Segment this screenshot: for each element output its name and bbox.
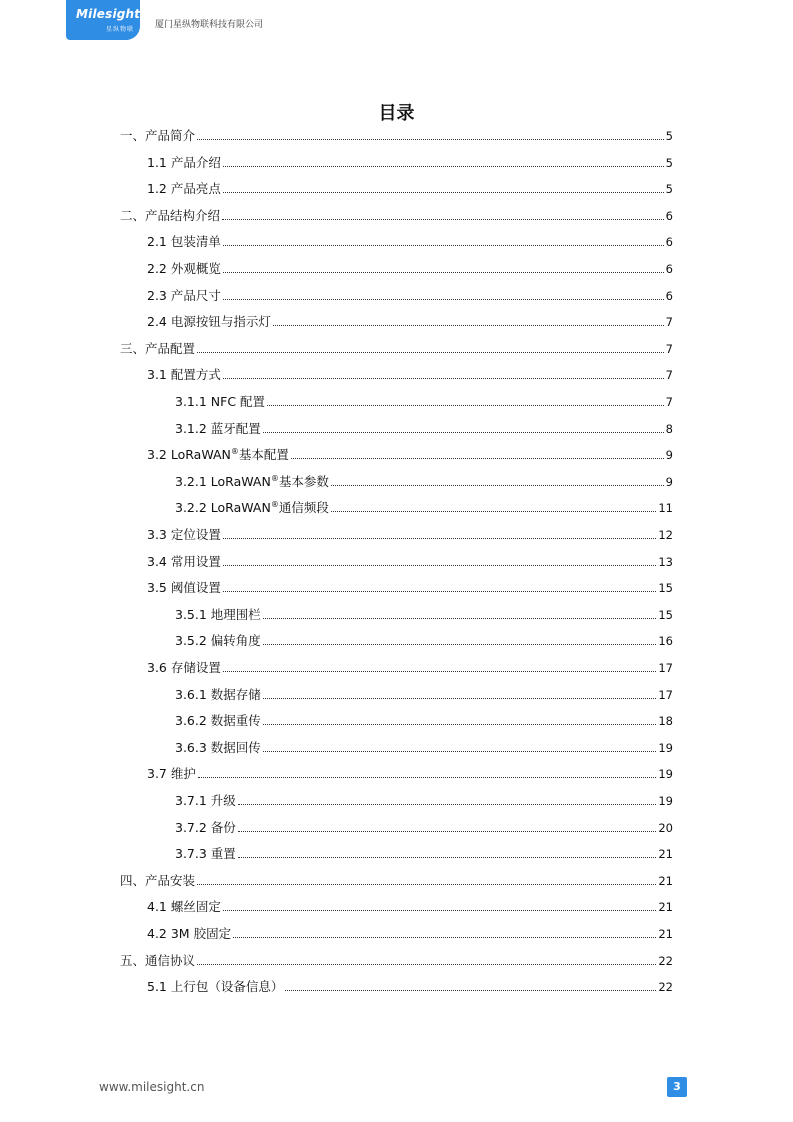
toc-entry-page: 22 xyxy=(658,980,673,995)
toc-entry[interactable] xyxy=(175,791,673,811)
toc-entry-label xyxy=(175,685,261,705)
toc-entry[interactable] xyxy=(147,153,673,173)
toc-entry-text: 2.1 包装清单 xyxy=(147,234,221,250)
toc-entry-text: 3.2 LoRaWAN xyxy=(147,447,231,463)
dot-leader xyxy=(267,404,664,406)
toc-entry-text: 4.2 3M 胶固定 xyxy=(147,926,232,941)
toc-entry-page: 17 xyxy=(658,687,673,702)
toc-entry-page: 16 xyxy=(658,634,673,649)
dot-leader xyxy=(238,856,657,858)
toc-entry[interactable] xyxy=(175,738,673,758)
toc-entry-label xyxy=(147,658,221,678)
toc-entry[interactable] xyxy=(120,339,673,359)
dot-leader xyxy=(263,617,657,619)
dot-leader xyxy=(198,776,657,778)
toc-entry-label xyxy=(175,392,265,412)
toc-entry[interactable] xyxy=(120,871,673,891)
toc-entry-page: 15 xyxy=(658,581,673,596)
dot-leader xyxy=(233,936,656,938)
dot-leader xyxy=(263,431,664,433)
toc-entry[interactable] xyxy=(175,419,673,439)
toc-entry-label xyxy=(147,259,221,279)
toc-entry-label xyxy=(147,977,283,997)
toc-entry[interactable] xyxy=(175,392,673,412)
toc-entry[interactable] xyxy=(175,631,673,651)
toc-entry-label xyxy=(175,472,329,492)
toc-entry-label xyxy=(120,126,195,146)
toc-entry-page: 5 xyxy=(665,182,673,197)
toc-entry-page: 9 xyxy=(665,448,673,463)
toc-entry-page: 15 xyxy=(658,607,673,622)
dot-leader xyxy=(223,537,657,539)
toc-entry-page: 6 xyxy=(665,235,673,250)
toc-entry[interactable] xyxy=(147,578,673,598)
toc-entry-page: 21 xyxy=(658,900,673,915)
toc-entry-label xyxy=(175,631,261,651)
toc-entry[interactable] xyxy=(120,951,673,971)
toc-entry-text: 3.1.2 蓝牙配置 xyxy=(175,420,261,436)
toc-entry[interactable] xyxy=(175,711,673,731)
toc-entry[interactable] xyxy=(175,844,673,864)
toc-entry-text: 3.2.1 LoRaWAN xyxy=(175,473,271,489)
dot-leader xyxy=(223,244,664,246)
dot-leader xyxy=(291,457,664,459)
toc-entry-page: 7 xyxy=(665,315,673,330)
toc-entry-page: 7 xyxy=(665,341,673,356)
toc-entry-label xyxy=(147,897,221,917)
toc-entry[interactable] xyxy=(147,286,673,306)
toc-entry[interactable] xyxy=(147,232,673,252)
dot-leader xyxy=(285,989,656,991)
toc-entry-page: 21 xyxy=(658,873,673,888)
toc-entry-page: 5 xyxy=(665,155,673,170)
toc-entry[interactable] xyxy=(120,126,673,146)
toc-entry-label xyxy=(147,232,221,252)
dot-leader xyxy=(223,377,664,379)
toc-entry-label xyxy=(120,951,195,971)
dot-leader xyxy=(238,803,657,805)
dot-leader xyxy=(263,643,657,645)
toc-entry-label xyxy=(147,445,289,465)
toc-entry[interactable] xyxy=(147,897,673,917)
dot-leader xyxy=(263,750,657,752)
dot-leader xyxy=(197,351,664,353)
toc-entry[interactable] xyxy=(147,924,673,944)
dot-leader xyxy=(222,218,664,220)
dot-leader xyxy=(223,271,664,273)
toc-entry-suffix: 基本参数 xyxy=(278,473,329,489)
toc-entry-text: 3.6.1 数据存储 xyxy=(175,686,261,702)
dot-leader xyxy=(197,883,656,885)
toc-entry-text: 3.4 常用设置 xyxy=(147,553,221,569)
toc-entry-label xyxy=(147,924,231,944)
toc-entry[interactable] xyxy=(120,206,673,226)
toc-entry-page: 6 xyxy=(665,262,673,276)
toc-entry-page: 8 xyxy=(665,421,673,436)
toc-entry-label xyxy=(147,525,221,545)
toc-entry-text: 一、产品简介 xyxy=(120,128,196,143)
toc-entry[interactable] xyxy=(147,525,673,545)
toc-entry-text: 2.4 电源按钮与指示灯 xyxy=(147,314,271,330)
dot-leader xyxy=(223,590,657,592)
toc-entry-label xyxy=(147,312,271,332)
toc-entry-page: 19 xyxy=(658,740,673,755)
toc-entry-text: 3.3 定位设置 xyxy=(147,527,221,542)
toc-entry-page: 7 xyxy=(665,395,673,409)
toc-entry-text: 4.1 螺丝固定 xyxy=(147,899,221,915)
toc-entry-text: 3.6.3 数据回传 xyxy=(175,739,261,755)
toc-entry-suffix: 通信频段 xyxy=(278,500,329,516)
toc-entry-label xyxy=(147,578,221,598)
toc-entry-text: 1.2 产品亮点 xyxy=(147,181,221,197)
toc-entry-page: 9 xyxy=(665,474,673,489)
toc-entry-label xyxy=(175,818,236,838)
toc-entry-label xyxy=(147,764,196,784)
toc-entry-text: 3.5 阈值设置 xyxy=(147,580,221,596)
toc-entry-text: 3.7.1 升级 xyxy=(175,793,236,808)
dot-leader xyxy=(223,564,657,566)
toc-entry[interactable] xyxy=(147,552,673,572)
toc-entry-suffix: 基本配置 xyxy=(238,447,289,463)
logo-subtext: 星纵物联 xyxy=(106,26,135,33)
toc-entry-label xyxy=(175,711,261,731)
company-name: 厦门星纵物联科技有限公司 xyxy=(155,20,264,30)
toc-entry-label xyxy=(175,738,261,758)
toc-entry-label xyxy=(147,552,221,572)
toc-entry[interactable] xyxy=(175,498,673,518)
registered-mark: ® xyxy=(270,473,279,483)
brand-logo xyxy=(66,0,140,40)
toc-entry-page: 19 xyxy=(658,794,673,808)
toc-entry-label xyxy=(175,844,236,864)
dot-leader xyxy=(263,723,657,725)
dot-leader xyxy=(263,697,657,699)
toc-entry-page: 20 xyxy=(658,820,673,835)
toc-entry-text: 三、产品配置 xyxy=(120,340,196,356)
toc-entry[interactable] xyxy=(175,472,673,492)
toc-entry-text: 五、通信协议 xyxy=(120,952,196,968)
toc-entry-page: 6 xyxy=(665,288,673,303)
toc-entry-page: 5 xyxy=(665,129,673,143)
toc-entry[interactable] xyxy=(175,685,673,705)
dot-leader xyxy=(223,165,664,167)
toc-entry[interactable] xyxy=(175,605,673,625)
dot-leader xyxy=(223,909,657,911)
toc-entry-label xyxy=(120,871,195,891)
toc-entry[interactable] xyxy=(147,977,673,997)
toc-entry-page: 13 xyxy=(658,554,673,569)
dot-leader xyxy=(223,191,664,193)
page-number: 3 xyxy=(667,1077,687,1097)
toc-entry-text: 3.2.2 LoRaWAN xyxy=(175,500,271,516)
toc-entry[interactable] xyxy=(147,259,673,279)
toc-entry-page: 12 xyxy=(658,528,673,542)
toc-entry-label xyxy=(147,365,221,385)
toc-entry-text: 3.5.1 地理围栏 xyxy=(175,606,261,622)
toc-entry[interactable] xyxy=(147,365,673,385)
toc-entry-page: 21 xyxy=(658,847,673,862)
toc-entry-text: 3.1.1 NFC 配置 xyxy=(175,394,266,409)
toc-entry[interactable] xyxy=(147,764,673,784)
toc-entry-page: 11 xyxy=(658,501,673,516)
toc-entry-text: 3.7 维护 xyxy=(147,766,196,782)
toc-entry-text: 3.5.2 偏转角度 xyxy=(175,633,261,649)
dot-leader xyxy=(197,963,656,965)
toc-entry-label xyxy=(120,206,220,226)
toc-entry-text: 3.7.2 备份 xyxy=(175,819,236,835)
toc-entry[interactable] xyxy=(147,312,673,332)
toc-entry[interactable] xyxy=(147,658,673,678)
footer-url[interactable]: www.milesight.cn xyxy=(99,1080,205,1094)
dot-leader xyxy=(197,138,664,140)
toc-entry-text: 四、产品安装 xyxy=(120,872,196,888)
page-title: 目录 xyxy=(378,103,415,124)
toc-entry-page: 19 xyxy=(658,767,673,782)
dot-leader xyxy=(331,484,664,486)
toc-entry-page: 21 xyxy=(658,927,673,941)
toc-entry-page: 6 xyxy=(665,208,673,223)
dot-leader xyxy=(331,510,657,512)
registered-mark: ® xyxy=(230,447,239,457)
toc-entry-label xyxy=(175,498,329,518)
toc-entry-text: 3.6 存储设置 xyxy=(147,660,221,675)
toc-entry-text: 5.1 上行包（设备信息） xyxy=(147,979,284,995)
toc-entry-text: 2.2 外观概览 xyxy=(147,261,221,276)
toc-entry-page: 17 xyxy=(658,661,673,675)
toc-entry-text: 2.3 产品尺寸 xyxy=(147,287,221,303)
toc-entry-page: 18 xyxy=(658,714,673,729)
toc-entry-label xyxy=(147,153,221,173)
toc-entry-text: 3.7.3 重置 xyxy=(175,846,236,862)
toc-entry-page: 7 xyxy=(665,368,673,383)
toc-entry-label xyxy=(175,605,261,625)
toc-entry[interactable] xyxy=(147,179,673,199)
toc-entry-label xyxy=(120,339,195,359)
toc-entry-label xyxy=(147,286,221,306)
logo-text: Milesight xyxy=(76,7,141,21)
toc-entry[interactable] xyxy=(147,445,673,465)
toc-entry-label xyxy=(175,791,236,811)
toc-entry-text: 3.1 配置方式 xyxy=(147,367,221,383)
toc-entry-text: 1.1 产品介绍 xyxy=(147,154,221,170)
toc-entry-page: 22 xyxy=(658,953,673,968)
toc-entry-text: 3.6.2 数据重传 xyxy=(175,713,261,729)
toc-entry[interactable] xyxy=(175,818,673,838)
toc-entry-text: 二、产品结构介绍 xyxy=(120,207,221,223)
dot-leader xyxy=(273,324,664,326)
toc-entry-label xyxy=(147,179,221,199)
dot-leader xyxy=(223,298,664,300)
registered-mark: ® xyxy=(270,500,279,510)
dot-leader xyxy=(223,670,657,672)
toc-entry-label xyxy=(175,419,261,439)
dot-leader xyxy=(238,830,657,832)
